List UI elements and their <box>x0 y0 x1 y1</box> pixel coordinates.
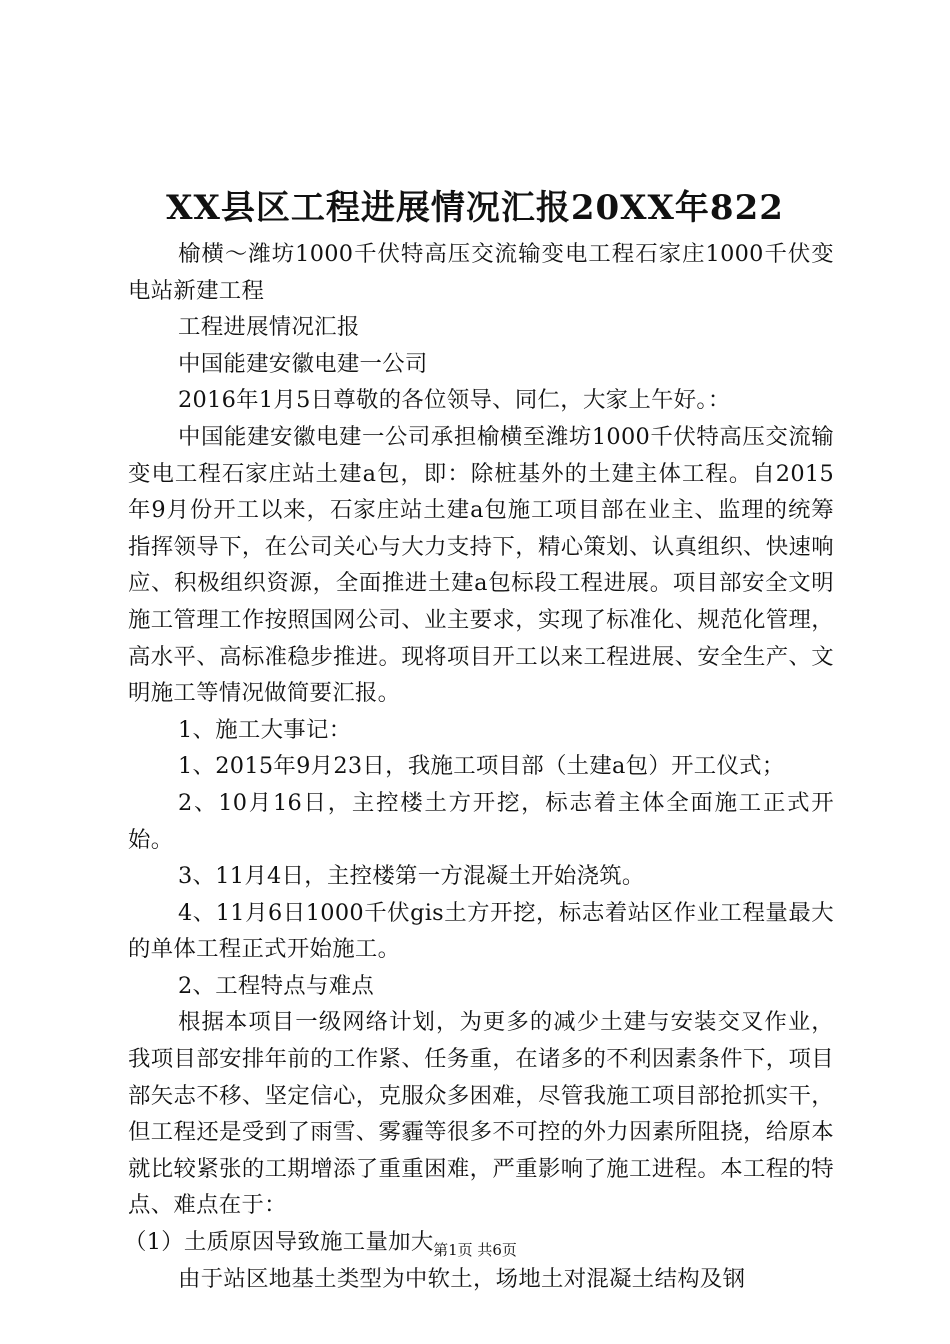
page-footer: 第1页 共6页 <box>433 1241 517 1259</box>
paragraph-intro: 中国能建安徽电建一公司承担榆横至潍坊1000千伏特高压交流输变电工程石家庄站土建a包，即：除桩基外的土建主体工程。自2015年9月份开工以来，石家庄站土建a包施工项目部在业主、监理的统筹指挥领导下，在公司关心与大力支持下，精心策划、认真组织、快速响应、积极组织资源，全面推进土建a包标段工程进展。项目部安全文明施工管理工作按照国网公司、业主要求，实现了标准化、规范化管理，高水平、高标准稳步推进。现将项目开工以来工程进展、安全生产、文明施工等情况做简要汇报。 <box>128 423 834 707</box>
paragraph-company: 中国能建安徽电建一公司 <box>178 350 428 377</box>
paragraph-greeting: 2016年1月5日尊敬的各位领导、同仁，大家上午好。： <box>178 387 731 414</box>
section-heading-milestones: 1、施工大事记： <box>178 716 352 743</box>
paragraph-report-heading: 工程进展情况汇报 <box>178 314 360 341</box>
milestone-item: 2、10月16日，主控楼土方开挖，标志着主体全面施工正式开始。 <box>128 789 834 853</box>
subheading-soil: （1）土质原因导致施工量加大 <box>124 1229 434 1256</box>
document-title: XX县区工程进展情况汇报20XX年822 <box>166 188 784 228</box>
paragraph-soil: 由于站区地基土类型为中软土，场地土对混凝土结构及钢 <box>178 1265 746 1292</box>
milestone-item: 1、2015年9月23日，我施工项目部（土建a包）开工仪式； <box>178 753 785 780</box>
document-body <box>124 236 834 1297</box>
section-heading-difficulties: 2、工程特点与难点 <box>178 972 375 999</box>
milestone-item: 4、11月6日1000千伏gis土方开挖，标志着站区作业工程量最大的单体工程正式开始施工。 <box>128 899 834 963</box>
paragraph-difficulties: 根据本项目一级网络计划，为更多的减少土建与安装交叉作业，我项目部安排年前的工作紧、任务重，在诸多的不利因素条件下，项目部矢志不移、坚定信心，克服众多困难，尽管我施工项目部抢抓实干，但工程还是受到了雨雪、雾霾等很多不可控的外力因素所阻挠，给原本就比较紧张的工期增添了重重困难，严重影响了施工进程。本工程的特点、难点在于： <box>128 1009 834 1219</box>
paragraph-project-name: 榆横～潍坊1000千伏特高压交流输变电工程石家庄1000千伏变电站新建工程 <box>128 241 834 304</box>
milestone-item: 3、11月4日，主控楼第一方混凝土开始浇筑。 <box>178 863 645 890</box>
